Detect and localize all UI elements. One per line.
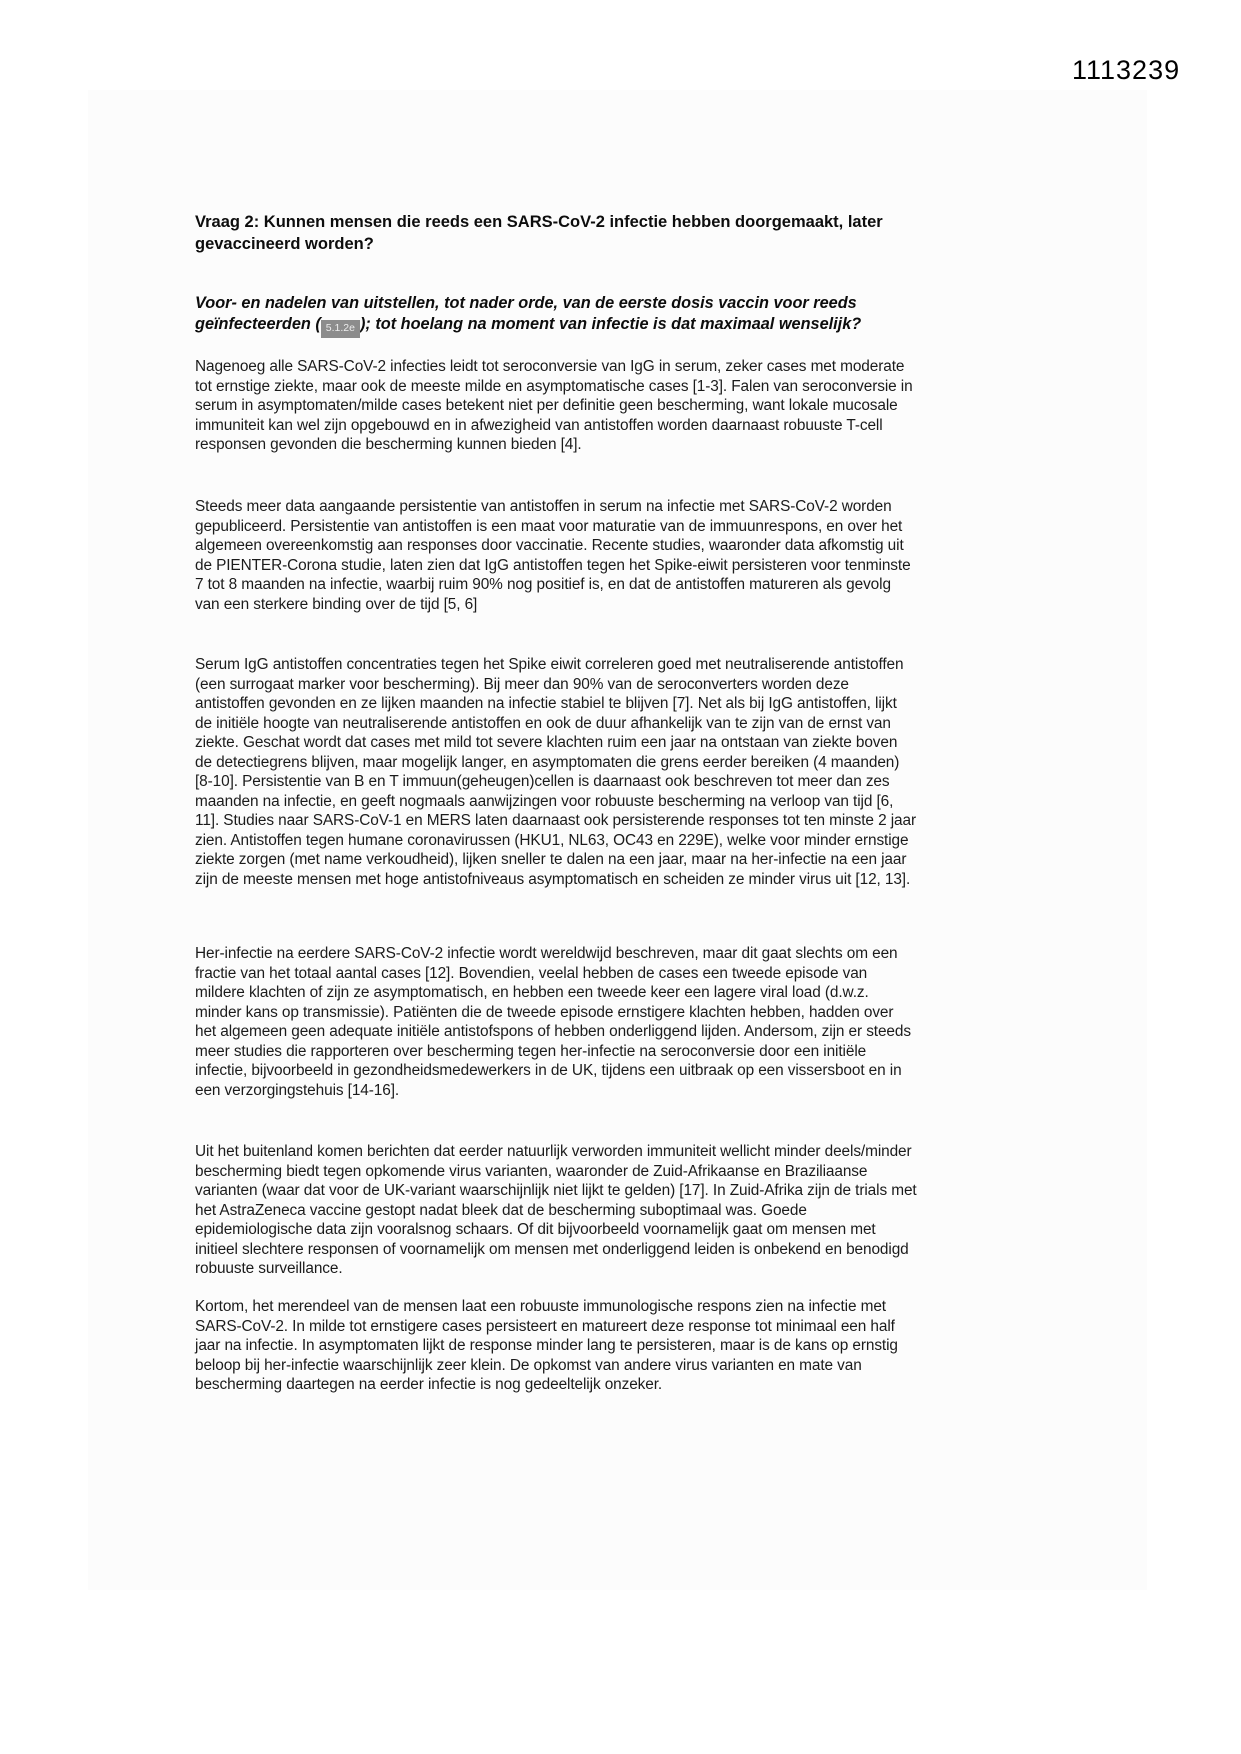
paragraph-seroconversie: Nagenoeg alle SARS-CoV-2 infecties leidt tot seroconversie van IgG in serum, zeker cases met moderate tot ernstige ziekte, maar ook de meeste milde en asymptomatische cases [1-3]. Falen van seroconversie in serum in asymptomaten/milde cases betekent niet per definitie geen bescherming, want lokale mucosale immuniteit kan wel zijn opgebouwd en in afwezigheid van antistoffen worden daarnaast robuuste T-cell responsen gevonden die bescherming kunnen bieden [4]. [195,358,913,453]
document-number: 1113239 [1072,55,1181,85]
paragraph-serum-igg: Serum IgG antistoffen concentraties tegen het Spike eiwit correleren goed met neutraliserende antistoffen (een surrogaat marker voor bescherming). Bij meer dan 90% van de seroconverters worden deze antistoffen gevonden en ze lijken maanden na infectie stabiel te blijven [7]. Net als bij IgG antistoffen, lijkt de initiële hoogte van neutraliserende antistoffen en ook de duur afhankelijk van te zijn van de ernst van ziekte. Geschat wordt dat cases met mild tot severe klachten ruim een jaar na ontstaan van ziekte boven de detectiegrens blijven, maar mogelijk langer, en asymptomaten die grens eerder bereiken (4 maanden) [8-10]. Persistentie van B en T immuun(geheugen)cellen is daarnaast ook beschreven tot meer dan zes maanden na infectie, en geeft nogmaals aanwijzingen voor robuuste bescherming na verloop van tijd [6, 11]. Studies naar SARS-CoV-1 en MERS laten daarnaast ook persisterende responses tot ten minste 2 jaar zien. Antistoffen tegen humane coronavirussen (HKU1, NL63, OC43 en 229E), welke voor minder ernstige ziekte zorgen (met name verkoudheid), lijken sneller te dalen na een jaar, maar na her-infectie na een jaar zijn de meeste mensen met hoge antistofniveaus asymptomatisch en scheiden ze minder virus uit [12, 13]. [195,656,916,888]
sub-question-text-post: ); tot hoelang na moment van infectie is dat maximaal wenselijk? [359,315,862,333]
paragraph-her-infectie: Her-infectie na eerdere SARS-CoV-2 infectie wordt wereldwijd beschreven, maar dit gaat slechts om een fractie van het totaal aantal cases [12]. Bovendien, veelal hebben de cases een tweede episode van mildere klachten of zijn ze asymptomatisch, en hebben een tweede keer een lagere viral load (d.w.z. minder kans op transmissie). Patiënten die de tweede episode ernstigere klachten hebben, hadden over het algemeen geen adequate initiële antistofspons of hebben onderliggend lijden. Andersom, zijn er steeds meer studies die rapporteren over bescherming tegen her-infectie na seroconversie door een initiële infectie, bijvoorbeeld in gezondheidsmedewerkers in de UK, tijdens een uitbraak op een vissersboot en in een verzorgingstehuis [14-16]. [195,945,911,1099]
question-heading: Vraag 2: Kunnen mensen die reeds een SARS-CoV-2 infectie hebben doorgemaakt, later gevaccineerd worden? [195,213,883,253]
sub-question-heading [195,293,935,336]
paragraph-kortom-conclusie: Kortom, het merendeel van de mensen laat een robuuste immunologische respons zien na infectie met SARS-CoV-2. In milde tot ernstigere cases persisteert en matureert deze response tot minimaal een half jaar na infectie. In asymptomaten lijkt de response minder lang te persisteren, maar is de kans op ernstig beloop bij her-infectie waarschijnlijk zeer klein. De opkomst van andere virus varianten en mate van bescherming daartegen na eerder infectie is nog gedeeltelijk onzeker. [195,1298,898,1393]
paragraph-buitenland-varianten: Uit het buitenland komen berichten dat eerder natuurlijk verworden immuniteit wellicht minder deels/minder bescherming biedt tegen opkomende virus varianten, waaronder de Zuid-Afrikaanse en Braziliaanse varianten (waar dat voor de UK-variant waarschijnlijk niet lijkt te gelden) [17]. In Zuid-Afrika zijn de trials met het AstraZeneca vaccine gestopt nadat bleek dat de bescherming suboptimaal was. Goede epidemiologische data zijn vooralsnog schaars. Of dit bijvoorbeeld voornamelijk gaat om mensen met initieel slechtere responsen of voornamelijk om mensen met onderliggend leiden is onbekend en benodigd robuuste surveillance. [195,1143,917,1277]
redaction-box: 5.1.2e [321,320,360,338]
sub-question-text-pre: Voor- en nadelen van uitstellen, tot nader orde, van de eerste dosis vaccin voor reeds geïnfecteerden ( [195,294,857,333]
paragraph-persistentie-antistoffen: Steeds meer data aangaande persistentie van antistoffen in serum na infectie met SARS-CoV-2 worden gepubliceerd. Persistentie van antistoffen is een maat voor maturatie van de immuunrespons, en over het algemeen overeenkomstig aan responses door vaccinatie. Recente studies, waaronder data afkomstig uit de PIENTER-Corona studie, laten zien dat IgG antistoffen tegen het Spike-eiwit persisteren voor tenminste 7 tot 8 maanden na infectie, waarbij ruim 90% nog positief is, en dat de antistoffen matureren als gevolg van een sterkere binding over de tijd [5, 6] [195,498,911,613]
